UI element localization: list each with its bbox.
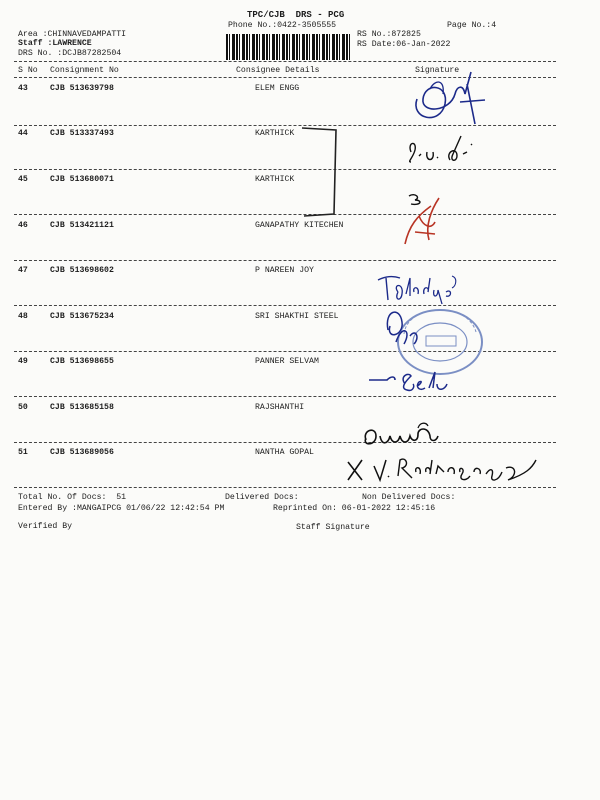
row-number: 45 <box>18 175 28 184</box>
column-header-consignment: Consignment No <box>50 66 119 75</box>
column-header-consignee: Consignee Details <box>236 66 320 75</box>
signature-49 <box>365 366 455 396</box>
consignee-name: KARTHICK <box>255 175 295 184</box>
rs-number: RS No.:872825 <box>357 30 421 39</box>
row-number: 49 <box>18 357 28 366</box>
consignment-number: CJB 513689056 <box>50 448 114 457</box>
rs-date: RS Date:06-Jan-2022 <box>357 40 451 49</box>
row-divider <box>14 396 556 397</box>
page-number: Page No.:4 <box>447 21 497 30</box>
consignee-name: NANTHA GOPAL <box>255 448 314 457</box>
consignee-name: P NAREEN JOY <box>255 266 314 275</box>
signature-43 <box>405 64 490 129</box>
consignee-name: RAJSHANTHI <box>255 403 305 412</box>
consignment-number: CJB 513680071 <box>50 175 114 184</box>
signature-45-46 <box>395 186 455 256</box>
row-number: 48 <box>18 312 28 321</box>
consignment-number: CJB 513685158 <box>50 403 114 412</box>
document-title: TPC/CJB DRS - PCG <box>247 10 345 20</box>
consignment-number: CJB 513698655 <box>50 357 114 366</box>
staff-label: Staff :LAWRENCE <box>18 39 92 48</box>
consignment-number: CJB 513675234 <box>50 312 114 321</box>
non-delivered-docs: Non Delivered Docs: <box>362 493 456 502</box>
consignee-name: SRI SHAKTHI STEEL <box>255 312 339 321</box>
consignee-name: ELEM ENGG <box>255 84 300 93</box>
column-header-sno: S No <box>18 66 38 75</box>
bracket-mark <box>300 124 340 219</box>
phone-number: Phone No.:0422-3505555 <box>228 21 337 30</box>
row-divider <box>14 214 556 215</box>
reprinted-on: Reprinted On: 06-01-2022 12:45:16 <box>273 504 436 513</box>
consignment-number: CJB 513698602 <box>50 266 114 275</box>
row-number: 47 <box>18 266 28 275</box>
barcode <box>226 34 350 60</box>
entered-by: Entered By :MANGAIPCG 01/06/22 12:42:54 PM <box>18 504 225 513</box>
row-number: 43 <box>18 84 28 93</box>
delivered-docs: Delivered Docs: <box>225 493 299 502</box>
consignment-number: CJB 513639798 <box>50 84 114 93</box>
consignee-name: PANNER SELVAM <box>255 357 319 366</box>
signature-44 <box>405 132 485 172</box>
consignee-name: GANAPATHY KITECHEN <box>255 221 344 230</box>
area-label: Area :CHINNAVEDAMPATTI <box>18 30 127 39</box>
consignment-number: CJB 513421121 <box>50 221 114 230</box>
consignment-number: CJB 513337493 <box>50 129 114 138</box>
row-divider <box>14 260 556 261</box>
row-number: 44 <box>18 129 28 138</box>
divider <box>14 61 556 62</box>
row-number: 50 <box>18 403 28 412</box>
column-header-signature: Signature <box>415 66 460 75</box>
staff-signature-label: Staff Signature <box>296 523 370 532</box>
total-docs: Total No. Of Docs: 51 <box>18 493 127 502</box>
consignee-name: KARTHICK <box>255 129 295 138</box>
signature-51 <box>340 446 555 490</box>
row-number: 46 <box>18 221 28 230</box>
verified-by-label: Verified By <box>18 522 73 531</box>
drs-number: DRS No. :DCJB87282504 <box>18 49 122 58</box>
row-number: 51 <box>18 448 28 457</box>
row-divider <box>14 442 556 443</box>
